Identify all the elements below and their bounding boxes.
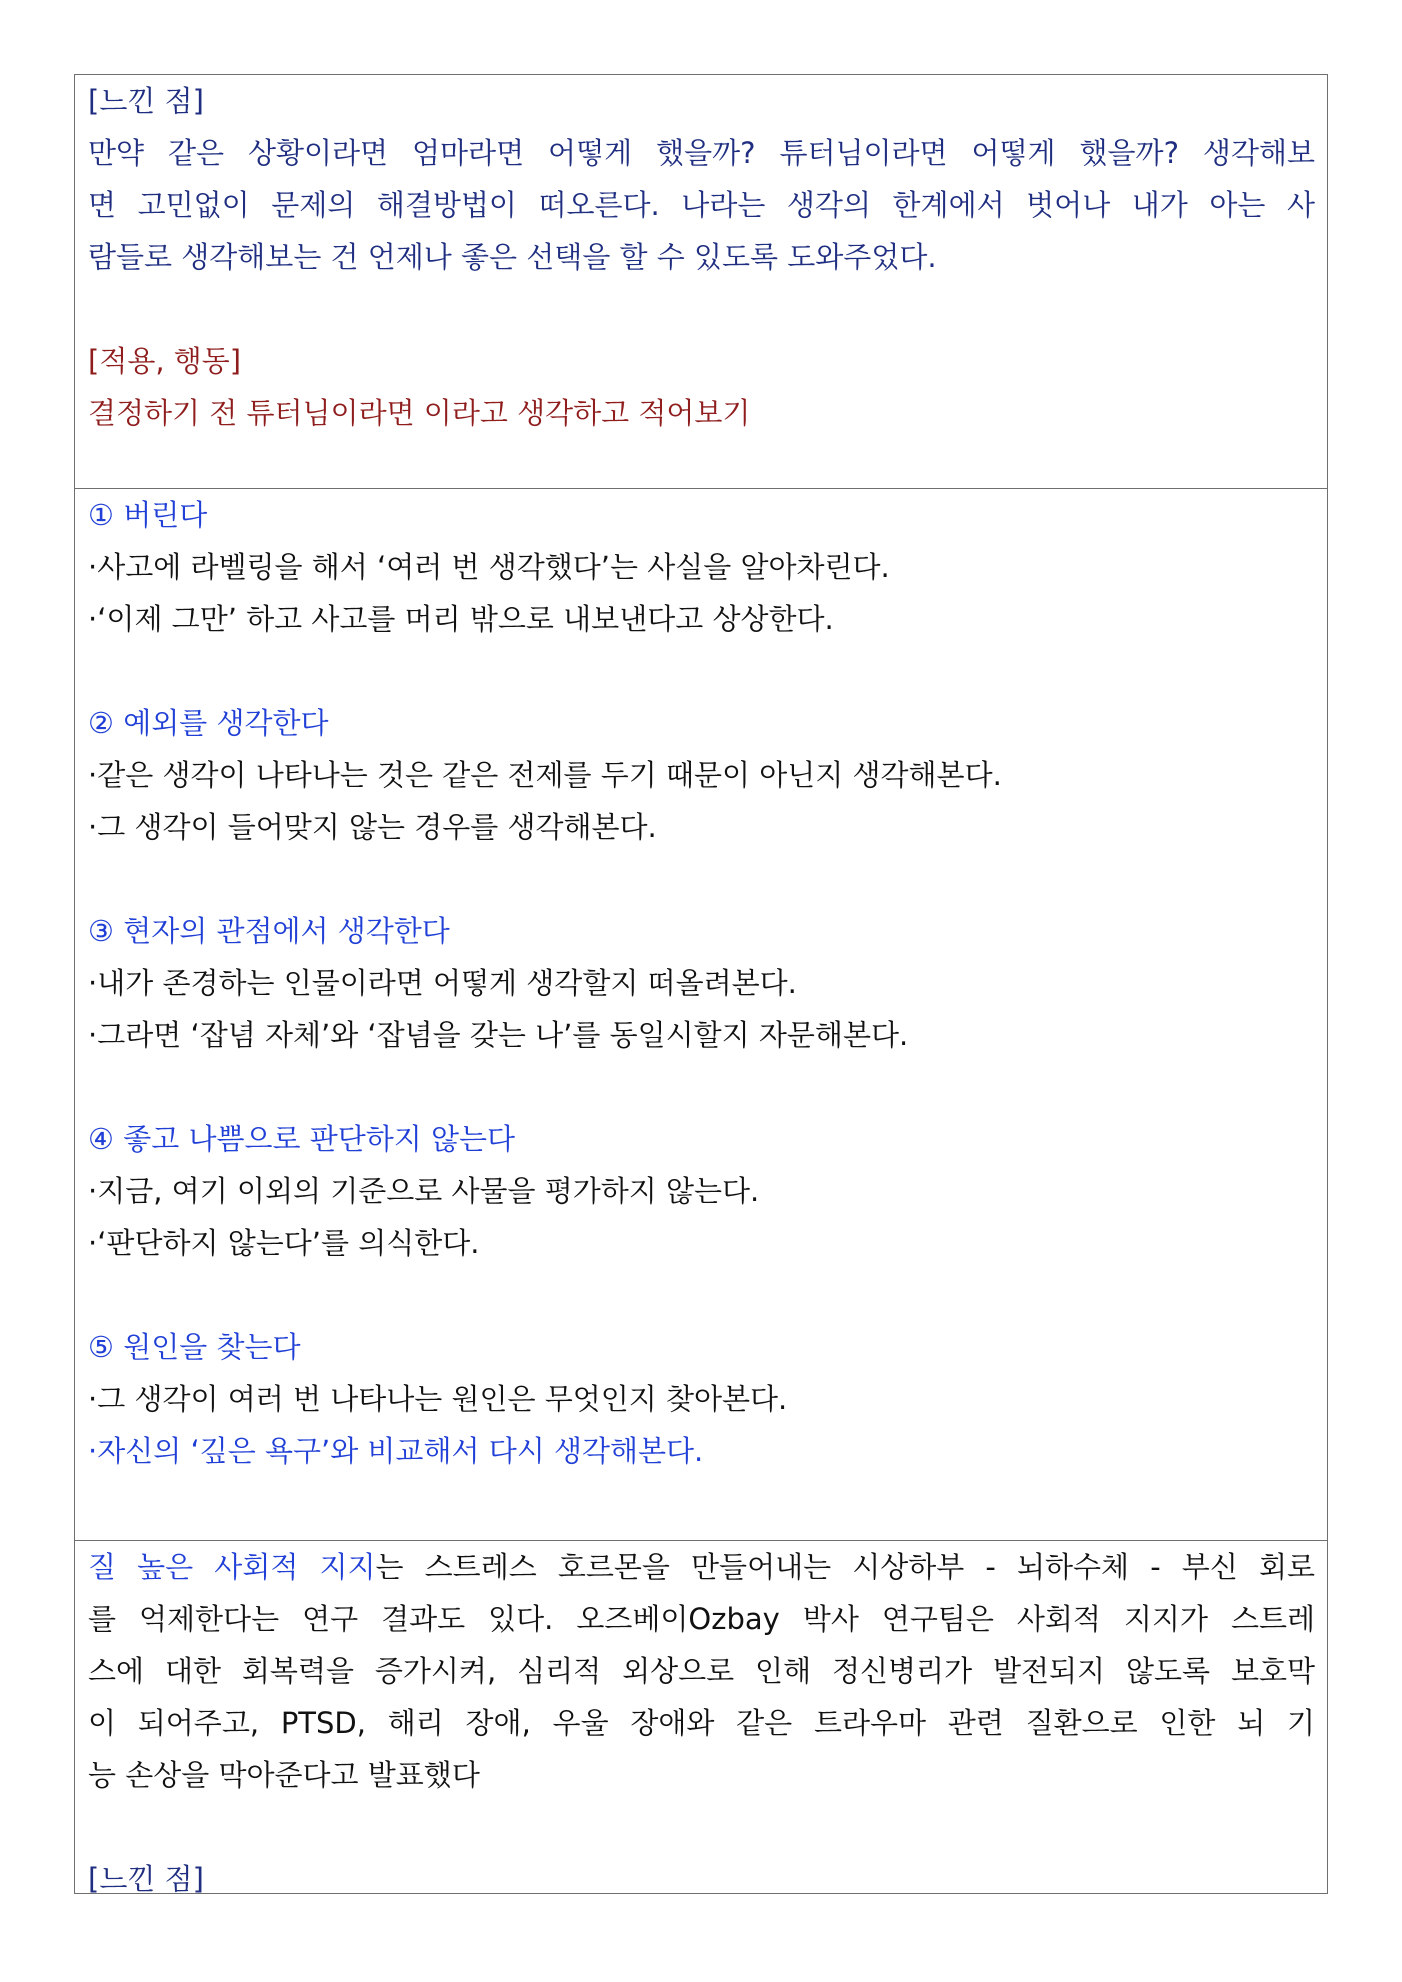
section-heading: ③ 현자의 관점에서 생각한다: [88, 914, 450, 948]
research-line: 스에 대한 회복력을 증가시켜, 심리적 외상으로 인해 정신병리가 발전되지 않도록 보호막: [88, 1654, 1315, 1688]
section-item-highlighted: ·자신의 ‘깊은 욕구’와 비교해서 다시 생각해본다.: [88, 1434, 704, 1468]
feeling-title: [느낀 점]: [88, 84, 204, 118]
research-line: [88, 1541, 1315, 1593]
section-item: ·내가 존경하는 인물이라면 어떻게 생각할지 떠올려본다.: [88, 966, 797, 1000]
feeling-line: 면 고민없이 문제의 해결방법이 떠오른다. 나라는 생각의 한계에서 벗어나 내가 아는 사: [88, 188, 1315, 222]
highlight-phrase: 질 높은 사회적 지지: [88, 1550, 376, 1584]
section-item: ·사고에 라벨링을 해서 ‘여러 번 생각했다’는 사실을 알아차린다.: [88, 550, 890, 584]
section-item: ·지금, 여기 이외의 기준으로 사물을 평가하지 않는다.: [88, 1174, 760, 1208]
section-item: ·그 생각이 여러 번 나타나는 원인은 무엇인지 찾아본다.: [88, 1382, 788, 1416]
section-heading: ⑤ 원인을 찾는다: [88, 1330, 301, 1364]
reflection-cell: [75, 75, 1327, 489]
research-line: 이 되어주고, PTSD, 해리 장애, 우울 장애와 같은 트라우마 관련 질환으로 인한 뇌 기: [88, 1706, 1315, 1740]
document-page: [74, 74, 1328, 1894]
section-item: ·그 생각이 들어맞지 않는 경우를 생각해본다.: [88, 810, 657, 844]
research-line: 능 손상을 막아준다고 발표했다: [88, 1758, 480, 1792]
feeling-title: [느낀 점]: [88, 1862, 204, 1896]
section-heading: ② 예외를 생각한다: [88, 706, 329, 740]
feeling-line: 람들로 생각해보는 건 언제나 좋은 선택을 할 수 있도록 도와주었다.: [88, 240, 937, 274]
research-line: 를 억제한다는 연구 결과도 있다. 오즈베이Ozbay 박사 연구팀은 사회적 지지가 스트레: [88, 1602, 1315, 1636]
section-heading: ④ 좋고 나쁨으로 판단하지 않는다: [88, 1122, 516, 1156]
section-item: ·‘판단하지 않는다’를 의식한다.: [88, 1226, 480, 1260]
section-item: ·그라면 ‘잡념 자체’와 ‘잡념을 갖는 나’를 동일시할지 자문해본다.: [88, 1018, 909, 1052]
section-heading: ① 버린다: [88, 498, 208, 532]
section-item: ·같은 생각이 나타나는 것은 같은 전제를 두기 때문이 아닌지 생각해본다.: [88, 758, 1002, 792]
feeling-line: 만약 같은 상황이라면 엄마라면 어떻게 했을까? 튜터님이라면 어떻게 했을까? 생각해보: [88, 136, 1315, 170]
methods-cell: [75, 489, 1327, 1541]
apply-title: [적용, 행동]: [88, 344, 242, 378]
research-cell: [75, 1541, 1327, 1895]
section-item: ·‘이제 그만’ 하고 사고를 머리 밖으로 내보낸다고 상상한다.: [88, 602, 834, 636]
research-line-rest: 는 스트레스 호르몬을 만들어내는 시상하부 - 뇌하수체 - 부신 회로: [375, 1550, 1315, 1584]
apply-line: 결정하기 전 튜터님이라면 이라고 생각하고 적어보기: [88, 396, 751, 430]
